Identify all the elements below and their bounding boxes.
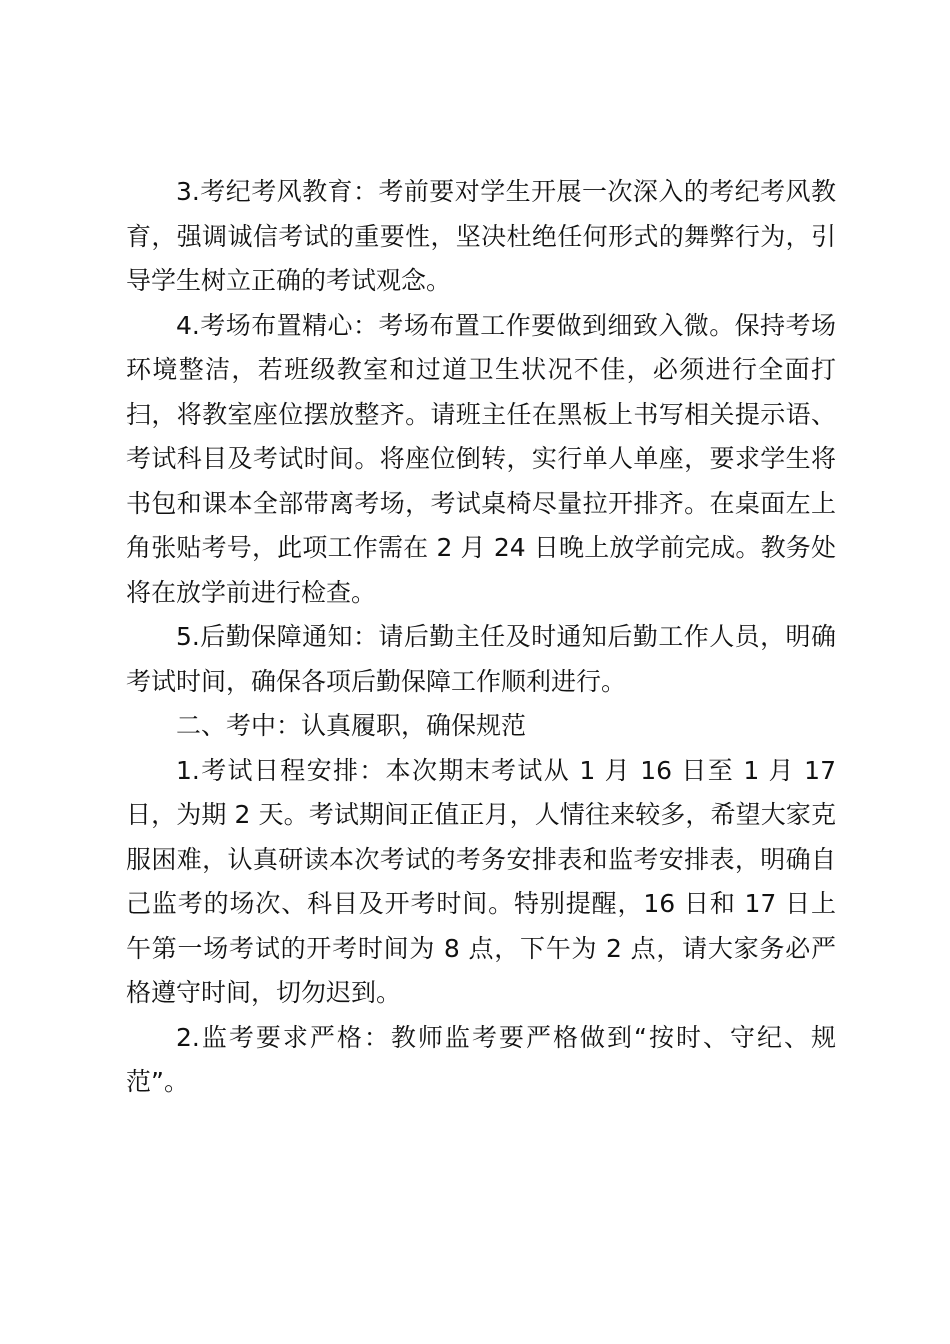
paragraph-invigilation-requirements: 2.监考要求严格：教师监考要严格做到“按时、守纪、规范”。 <box>126 1022 836 1096</box>
section-heading-during-exam: 二、考中：认真履职，确保规范 <box>176 711 527 740</box>
document-body <box>126 170 836 1105</box>
paragraph-exam-discipline-education: 3.考纪考风教育：考前要对学生开展一次深入的考纪考风教育，强调诚信考试的重要性，坚决杜绝任何形式的舞弊行为，引导学生树立正确的考试观念。 <box>126 177 836 295</box>
paragraph-logistics-notice: 5.后勤保障通知：请后勤主任及时通知后勤工作人员，明确考试时间，确保各项后勤保障工作顺利进行。 <box>126 622 836 696</box>
paragraph-exam-schedule: 1.考试日程安排：本次期末考试从 1 月 16 日至 1 月 17 日，为期 2 天。考试期间正值正月，人情往来较多，希望大家克服困难，认真研读本次考试的考务安排表和监考安排表，明确自己监考的场次、科目及开考时间。特别提醒，16 日和 17 日上午第一场考试的开考时间为 8 点，下午为 2 点，请大家务必严格遵守时间，切勿迟到。 <box>126 755 836 1007</box>
paragraph-exam-room-setup: 4.考场布置精心：考场布置工作要做到细致入微。保持考场环境整洁，若班级教室和过道卫生状况不佳，必须进行全面打扫，将教室座位摆放整齐。请班主任在黑板上书写相关提示语、考试科目及考试时间。将座位倒转，实行单人单座，要求学生将书包和课本全部带离考场，考试桌椅尽量拉开排齐。在桌面左上角张贴考号，此项工作需在 2 月 24 日晚上放学前完成。教务处将在放学前进行检查。 <box>126 310 836 607</box>
